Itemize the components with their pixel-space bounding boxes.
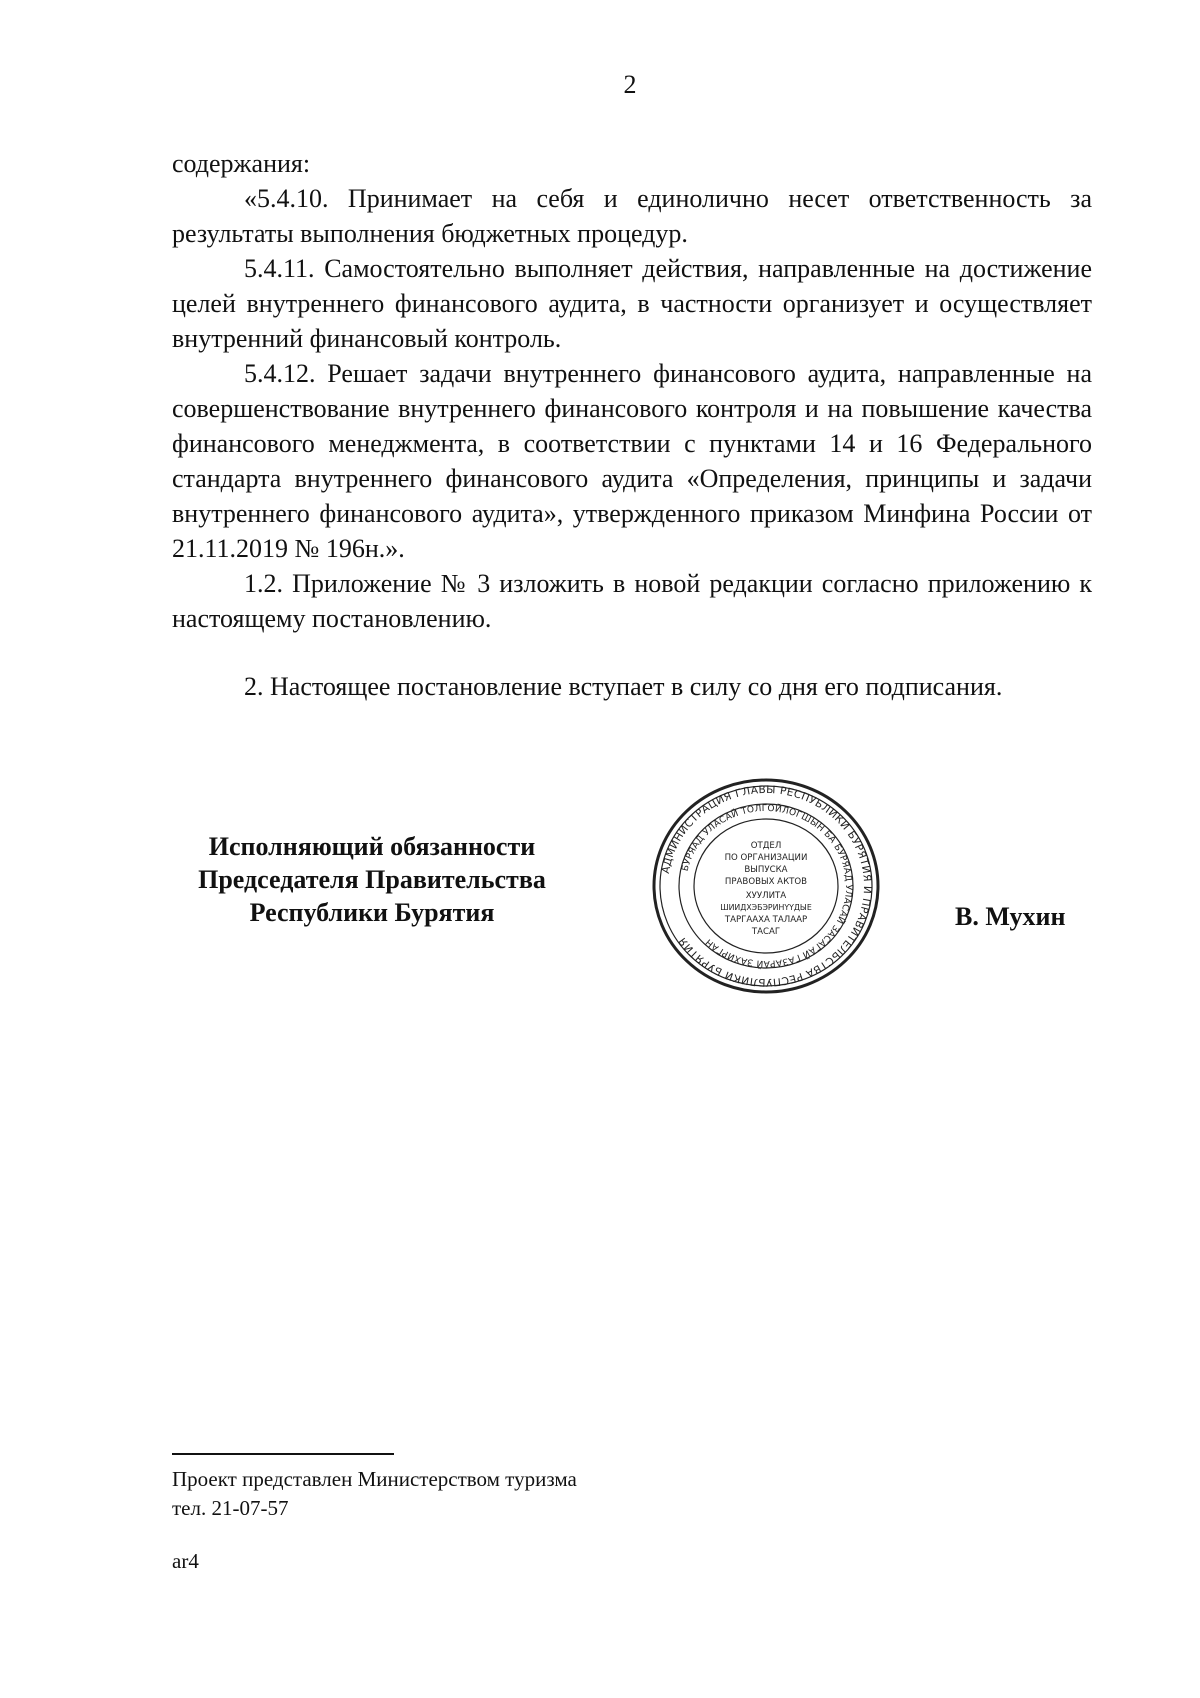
signatory-name: В. Мухин [955, 902, 1066, 931]
seal-inner-text: БУРЯАД УЛАСАЙ ТОЛГОЙЛОГШЫН БА БУРЯАД УЛАСАЙ ЗАСАГАЙ ГАЗАРАЙ ЗАХИРГАН [680, 803, 854, 969]
footnote-line: тел. 21-07-57 [172, 1496, 289, 1520]
paragraph-5-4-12: 5.4.12. Решает задачи внутреннего финансового аудита, направленные на совершенствование внутреннего финансового контроля и на повышение качества финансового менеджмента, в соответствии с пунктами 14 и 16 Федерального стандарта внутреннего финансового аудита «Определения, принципы и задачи внутреннего финансового аудита», утвержденного приказом Минфина России от 21.11.2019 № 196н.». [172, 359, 1092, 563]
signatory-title-line: Исполняющий обязанности [208, 832, 536, 861]
seal-center-line: ВЫПУСКА [744, 865, 788, 875]
official-seal [649, 776, 883, 996]
page-number: 2 [623, 70, 637, 99]
footnote-line: Проект представлен Министерством туризма [172, 1467, 577, 1491]
seal-center-line: ТАРГААХА ТАЛААР [724, 915, 808, 925]
seal-center-line: ПО ОРГАНИЗАЦИИ [724, 853, 808, 863]
footnote-divider [172, 1453, 394, 1455]
paragraph-1-2: 1.2. Приложение № 3 изложить в новой редакции согласно приложению к настоящему постановлению. [172, 569, 1092, 633]
seal-center-line: ОТДЕЛ [750, 841, 782, 851]
seal-center-line: ПРАВОВЫХ АКТОВ [724, 877, 808, 887]
paragraph-continuation: содержания: [172, 149, 311, 178]
seal-center-line: ТАСАГ [751, 927, 781, 937]
document-code: ar4 [172, 1549, 199, 1573]
paragraph-5-4-10: «5.4.10. Принимает на себя и единолично несет ответственность за результаты выполнения бюджетных процедур. [172, 184, 1092, 248]
signatory-title-line: Председателя Правительства [198, 865, 546, 894]
paragraph-2: 2. Настоящее постановление вступает в силу со дня его подписания. [244, 672, 1003, 701]
seal-center-line: ШИИДХЭБЭРИНҮҮДЫЕ [720, 903, 812, 912]
document-body [172, 146, 1092, 704]
footnote [172, 1465, 577, 1523]
seal-outer-text: АДМИНИСТРАЦИЯ ГЛАВЫ РЕСПУБЛИКИ БУРЯТИЯ И ПРАВИТЕЛЬСТВА РЕСПУБЛИКИ БУРЯТИЯ [659, 783, 874, 989]
signatory-title-line: Республики Бурятия [249, 898, 495, 927]
signatory-title [172, 830, 572, 929]
paragraph-5-4-11: 5.4.11. Самостоятельно выполняет действия, направленные на достижение целей внутреннего финансового аудита, в частности организует и осуществляет внутренний финансовый контроль. [172, 254, 1092, 353]
seal-center-line: ХУУЛИТА [745, 891, 787, 901]
